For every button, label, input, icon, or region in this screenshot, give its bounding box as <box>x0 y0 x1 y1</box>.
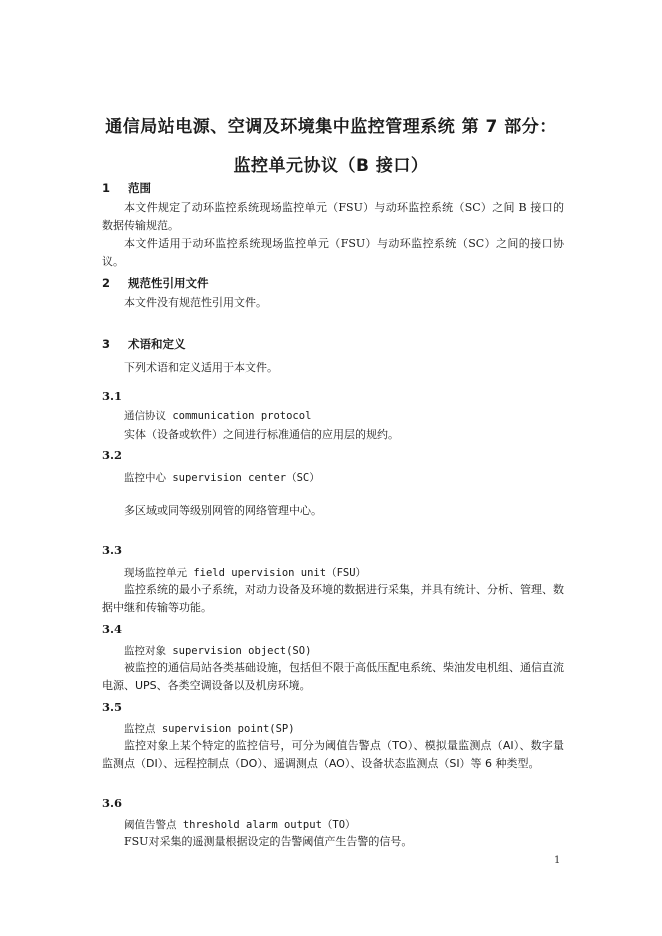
paragraph: 下列术语和定义适用于本文件。 <box>124 361 278 374</box>
paragraph: 本文件适用于动环监控系统现场监控单元（FSU）与动环监控系统（SC）之间的接口协议。 <box>102 237 564 268</box>
term-title: 监控中心 supervision center（SC） <box>124 472 320 484</box>
section-number: 3 <box>102 337 111 351</box>
section-number: 1 <box>102 181 111 195</box>
term-definition: 实体（设备或软件）之间进行标准通信的应用层的规约。 <box>124 428 399 441</box>
subsection-number: 3.4 <box>102 622 123 636</box>
term-definition: FSU对采集的遥测量根据设定的告警阈值产生告警的信号。 <box>124 835 413 848</box>
term-title: 阈值告警点 threshold alarm output（TO） <box>124 819 356 831</box>
term-definition: 监控对象上某个特定的监控信号，可分为阈值告警点（TO）、模拟量监测点（AI）、数字量监测点（DI）、远程控制点（DO）、遥调测点（AO）、设备状态监测点（SI）等 6 种类型。 <box>102 739 564 770</box>
subsection-number: 3.5 <box>102 700 123 714</box>
section-heading <box>102 275 209 291</box>
section-title: 范围 <box>128 181 152 195</box>
term-title: 现场监控单元 field upervision unit（FSU） <box>124 567 367 579</box>
term-definition: 多区域或同等级别网管的网络管理中心。 <box>124 504 322 517</box>
section-heading <box>102 336 186 352</box>
term-definition: 被监控的通信局站各类基础设施，包括但不限于高低压配电系统、柴油发电机组、通信直流电源、UPS、各类空调设备以及机房环境。 <box>102 661 564 692</box>
subsection-number: 3.6 <box>102 796 123 810</box>
term-title: 通信协议 communication protocol <box>124 410 312 422</box>
document-subtitle: 监控单元协议（B 接口） <box>233 156 429 176</box>
subsection-number: 3.1 <box>102 389 123 403</box>
page-number: 1 <box>554 855 561 866</box>
section-title: 术语和定义 <box>128 337 186 351</box>
subsection-number: 3.3 <box>102 543 123 557</box>
section-title: 规范性引用文件 <box>128 276 209 290</box>
paragraph: 本文件没有规范性引用文件。 <box>124 296 267 309</box>
term-definition: 监控系统的最小子系统，对动力设备及环境的数据进行采集，并具有统计、分析、管理、数据中继和传输等功能。 <box>102 583 564 614</box>
term-title: 监控对象 supervision object(SO) <box>124 645 312 657</box>
section-heading <box>102 180 151 196</box>
document-title: 通信局站电源、空调及环境集中监控管理系统 第 7 部分： <box>105 117 557 137</box>
term-title: 监控点 supervision point(SP) <box>124 723 295 735</box>
paragraph: 本文件规定了动环监控系统现场监控单元（FSU）与动环监控系统（SC）之间 B 接口的数据传输规范。 <box>102 201 564 232</box>
section-number: 2 <box>102 276 111 290</box>
subsection-number: 3.2 <box>102 448 123 462</box>
